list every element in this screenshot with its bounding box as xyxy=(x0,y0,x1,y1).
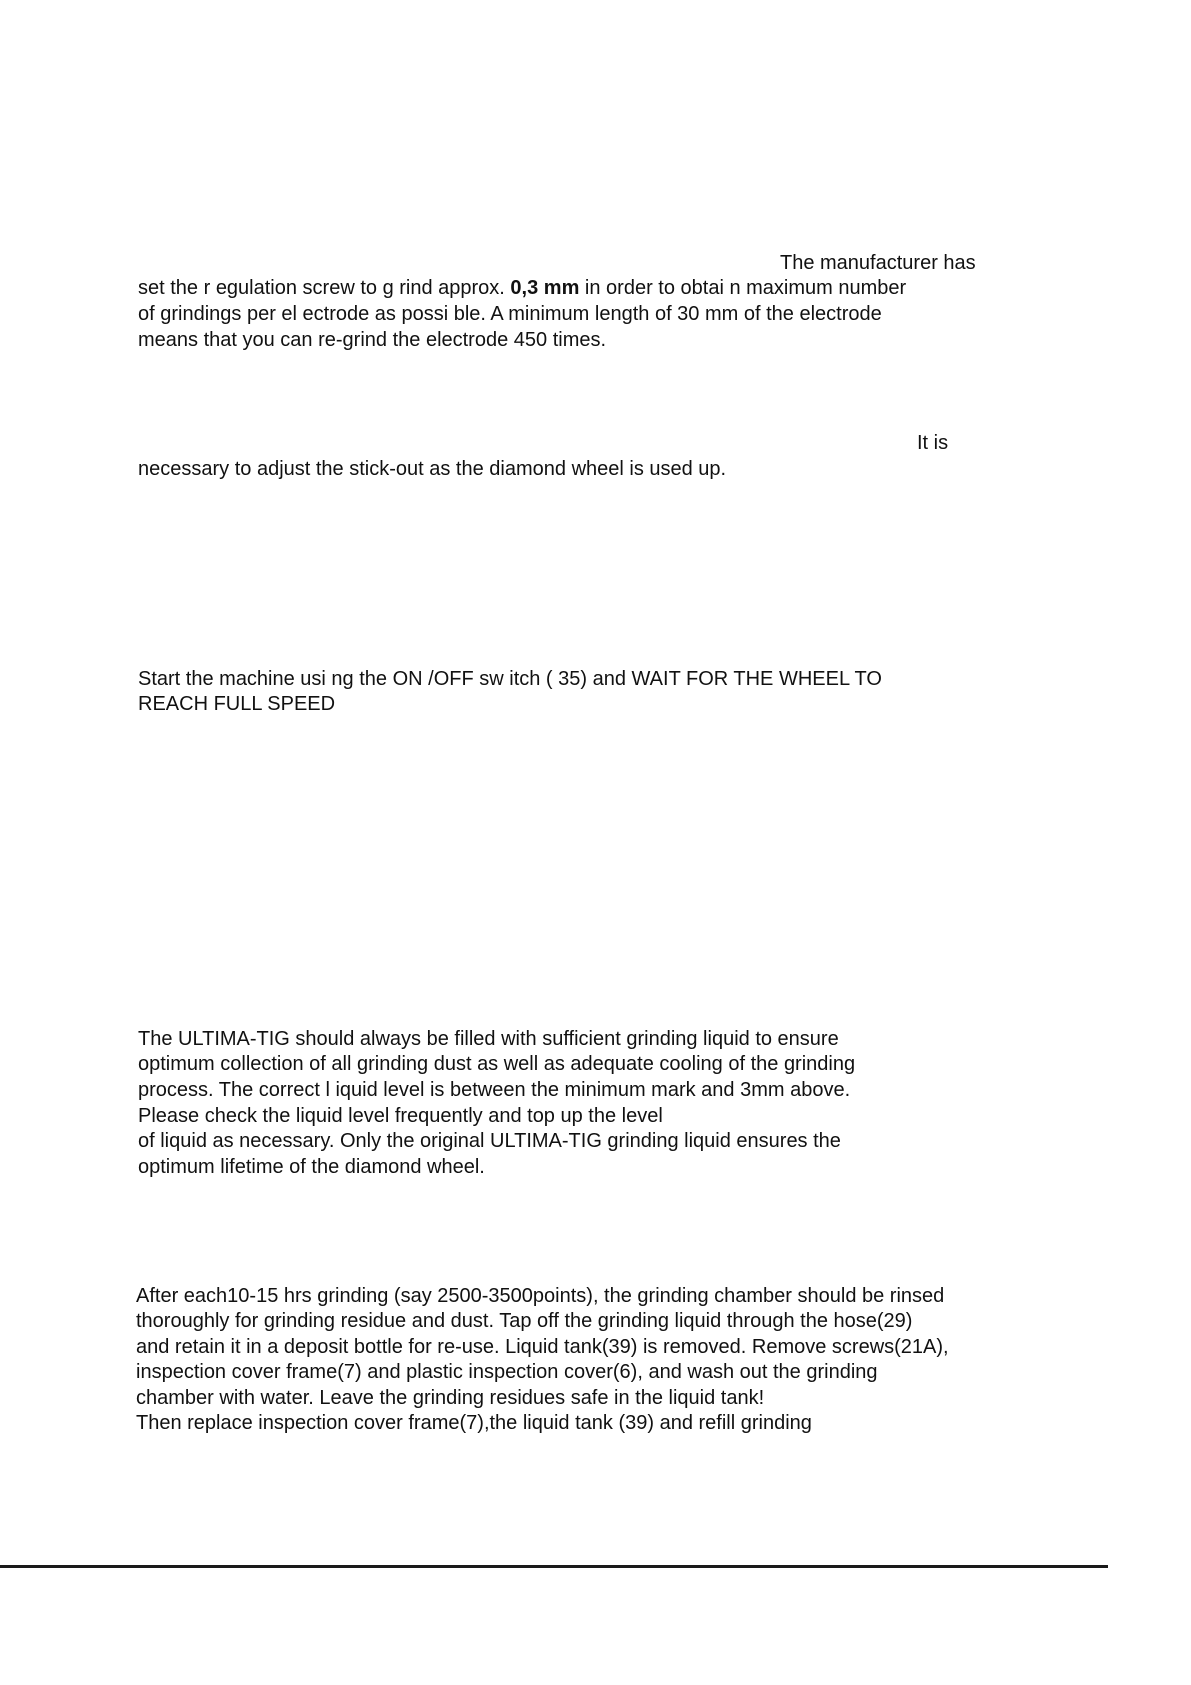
liquid-line-3: process. The correct l iquid level is between the minimum mark and 3mm above. xyxy=(138,1079,851,1101)
cleaning-line-3: and retain it in a deposit bottle for re-use. Liquid tank(39) is removed. Remove screws(21A), xyxy=(136,1336,949,1358)
regrind-line-3: of grindings per el ectrode as possi ble. A minimum length of 30 mm of the electrode xyxy=(138,303,882,325)
regrind-line-2-start: set the r egulation screw to g rind approx. xyxy=(138,277,511,299)
start-line-1: Start the machine usi ng the ON /OFF sw itch ( 35) and WAIT FOR THE WHEEL TO xyxy=(138,668,882,690)
stickout-line-2: necessary to adjust the stick-out as the diamond wheel is used up. xyxy=(138,458,727,480)
cleaning-line-5: chamber with water. Leave the grinding residues safe in the liquid tank! xyxy=(136,1387,765,1409)
liquid-line-4: Please check the liquid level frequently and top up the level xyxy=(138,1105,663,1127)
liquid-line-2: optimum collection of all grinding dust as well as adequate cooling of the grinding xyxy=(138,1053,856,1075)
cleaning-line-2: thoroughly for grinding residue and dust. Tap off the grinding liquid through the hose(29) xyxy=(136,1310,913,1332)
liquid-line-5: of liquid as necessary. Only the original ULTIMA-TIG grinding liquid ensures the xyxy=(138,1130,841,1152)
stickout-line-1: It is xyxy=(917,432,949,454)
cleaning-line-1: After each10-15 hrs grinding (say 2500-3500points), the grinding chamber should be rinsed xyxy=(136,1285,945,1307)
regrind-line-1: The manufacturer has xyxy=(780,252,976,274)
liquid-line-1: The ULTIMA-TIG should always be filled with sufficient grinding liquid to ensure xyxy=(138,1028,839,1050)
page-bottom-rule xyxy=(0,1565,1108,1568)
regrind-line-4: means that you can re-grind the electrode 450 times. xyxy=(138,329,607,351)
liquid-line-6: optimum lifetime of the diamond wheel. xyxy=(138,1156,485,1178)
regrind-line-2-end: in order to obtai n maximum number xyxy=(579,277,907,299)
cleaning-line-6: Then replace inspection cover frame(7),the liquid tank (39) and refill grinding xyxy=(136,1412,812,1434)
regrind-amount: 0,3 mm xyxy=(510,277,580,299)
start-line-2: REACH FULL SPEED xyxy=(138,693,336,715)
cleaning-line-4: inspection cover frame(7) and plastic inspection cover(6), and wash out the grinding xyxy=(136,1361,878,1383)
regrind-line-2 xyxy=(138,275,906,301)
